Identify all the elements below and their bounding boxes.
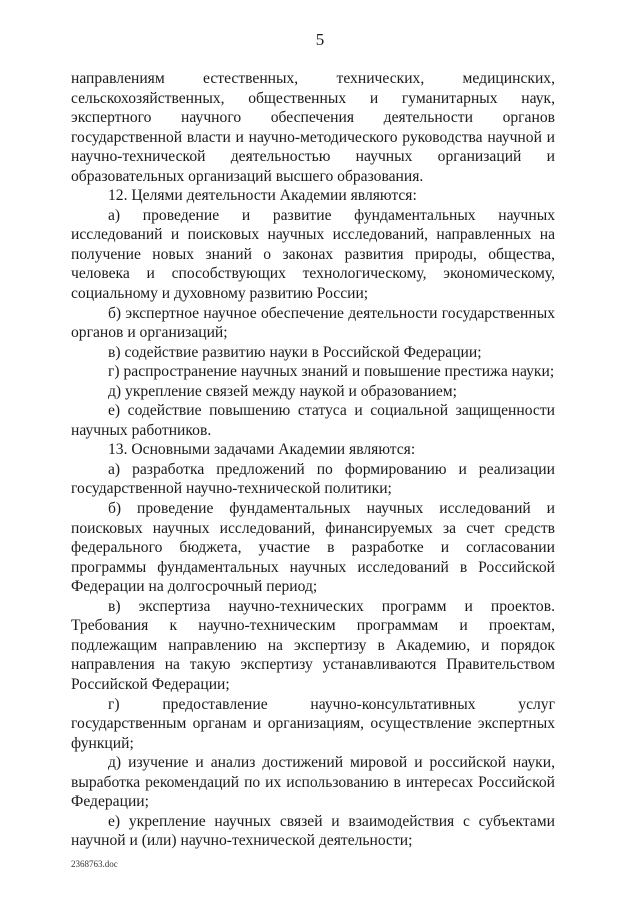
document-file-code: 2368763.doc xyxy=(71,859,118,869)
section-12-item-e: е) содействие повышению статуса и социальной защищенности научных работников. xyxy=(71,402,555,439)
section-12-item-v: в) содействие развитию науки в Российской Федерации; xyxy=(108,343,482,361)
section-13-item-v: в) экспертиза научно-технических программ и проектов. Требования к научно-техническим программам и проектам, подлежащим направлению на экспертизу в Академию, и порядок направления на такую экспертизу устанавливаются Правительством Российской Федерации; xyxy=(71,597,555,693)
section-13-item-g: г) предоставление научно-консультативных услуг государственным органам и организациям, осуществление экспертных функций; xyxy=(71,695,555,752)
section-12-heading: 12. Целями деятельности Академии являются: xyxy=(108,187,417,205)
section-13-item-a: а) разработка предложений по формированию и реализации государственной научно-технической политики; xyxy=(71,460,555,498)
page-number: 5 xyxy=(315,30,325,49)
section-12-item-b: б) экспертное научное обеспечение деятельности государственных органов и организаций; xyxy=(71,304,555,342)
section-12-item-a: а) проведение и развитие фундаментальных научных исследований и поисковых научных исследований, направленных на получение новых знаний о законах развития природы, общества, человека и способствующих технологическому, экономическому, социальному и духовному развитию России; xyxy=(71,206,555,303)
section-12-item-g: г) распространение научных знаний и повышение престижа науки; xyxy=(108,363,555,381)
section-13-item-b: б) проведение фундаментальных научных исследований и поисковых научных исследований, финансируемых за счет средств федерального бюджета, участие в разработке и согласовании программы фундаментальных научных исследований в Российской Федерации на долгосрочный период; xyxy=(71,500,555,596)
section-13-item-d: д) изучение и анализ достижений мировой и российской науки, выработка рекомендаций по их использованию в интересах Российской Федерации; xyxy=(71,754,555,811)
section-13-heading: 13. Основными задачами Академии являются: xyxy=(108,441,416,459)
section-13-item-e: е) укрепление научных связей и взаимодействия с субъектами научной и (или) научно-технической деятельности; xyxy=(71,812,555,850)
paragraph-continuation: направлениям естественных, технических, медицинских, сельскохозяйственных, общественных и гуманитарных наук, экспертного научного обеспечения деятельности органов государственной власти и научно-методического руководства научной и научно-технической деятельностью научных организаций и образовательных организаций высшего образования. xyxy=(71,70,555,185)
document-body xyxy=(71,69,555,851)
section-12-item-d: д) укрепление связей между наукой и образованием; xyxy=(108,382,457,400)
